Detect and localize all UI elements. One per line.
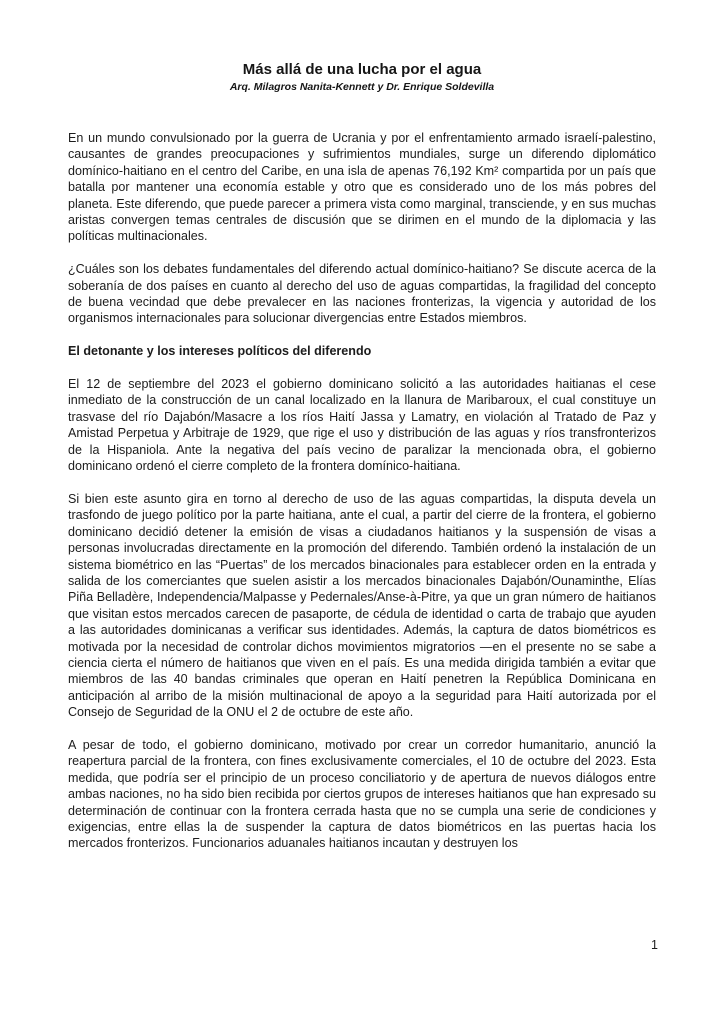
paragraph-section-1: El 12 de septiembre del 2023 el gobierno dominicano solicitó a las autoridades haitianas el cese inmediato de la construcción de un canal localizado en la llanura de Maribaroux, el cual constituye un trasvase del río Dajabón/Masacre a los ríos Haití Jassa y Lamatry, en violación al Tratado de Paz y Amistad Perpetua y Arbitraje de 1929, que rige el uso y distribución de las aguas y ríos transfronterizos de la Hispaniola. Ante la negativa del país vecino de paralizar la mencionada obra, el gobierno dominicano ordenó el cierre completo de la frontera domínico-haitiana. [68,377,656,474]
document-byline: Arq. Milagros Nanita-Kennett y Dr. Enrique Soldevilla [229,81,495,93]
page-number: 1 [651,938,658,952]
document-title: Más allá de una lucha por el agua [242,61,482,78]
document-content [68,60,656,868]
paragraph-intro-2: ¿Cuáles son los debates fundamentales del diferendo actual domínico-haitiano? Se discute acerca de la soberanía de dos países en cuanto al derecho del uso de aguas compartidas, la fragilidad del concepto de buena vecindad que debe prevalecer en las naciones fronterizas, la vigencia y autoridad de los organismos internacionales para solucionar divergencias entre Estados miembros. [68,262,656,326]
paragraph-section-3: A pesar de todo, el gobierno dominicano, motivado por crear un corredor humanitario, anunció la reapertura parcial de la frontera, con fines exclusivamente comerciales, el 10 de octubre del 2023. Esta medida, que podría ser el principio de un proceso conciliatorio y de apertura de nuevos diálogos entre ambas naciones, no ha sido bien recibida por ciertos grupos de intereses haitianos que han expresado su determinación de continuar con la frontera cerrada hasta que no se cumpla una serie de condiciones y exigencias, entre ellas la de suspender la captura de datos biométricos en las puertas hacia los mercados fronterizos. Funcionarios aduanales haitianos incautan y destruyen los [68,737,656,851]
paragraph-intro-1: En un mundo convulsionado por la guerra de Ucrania y por el enfrentamiento armado israelí-palestino, causantes de grandes preocupaciones y sufrimientos mundiales, surge un diferendo diplomático domínico-haitiano en el centro del Caribe, en una isla de apenas 76,192 Km² compartida por un país que batalla por mantener una economía estable y otro que es considerado uno de los más pobres del planeta. Este diferendo, que puede parecer a primera vista como marginal, transciende, y en sus muchas aristas convergen temas centrales de discusión que se dirimen en el mundo de la diplomacia y las políticas multinacionales. [68,131,656,244]
section-heading: El detonante y los intereses políticos del diferendo [68,344,372,359]
paragraph-section-2: Si bien este asunto gira en torno al derecho de uso de las aguas compartidas, la disputa devela un trasfondo de juego político por la parte haitiana, ante el cual, a partir del cierre de la frontera, el gobierno dominicano decidió detener la emisión de visas a ciudadanos haitianos y la suspensión de visas a personas involucradas directamente en la promoción del diferendo. También ordenó la instalación de un sistema biométrico en las “Puertas” de los mercados binacionales para establecer orden en la entrada y salida de los comerciantes que suelen asistir a los mercados binacionales Dajabón/Ounaminthe, Elías Piña Belladère, Independencia/Malpasse y Pedernales/Anse-à-Pitre, ya que un gran número de haitianos que visitan estos mercados carecen de pasaporte, de cédula de identidad o carta de trabajo que ayuden a las autoridades dominicanas a verificar sus identidades. Además, la captura de datos biométricos es motivada por la necesidad de controlar dichos movimientos migratorios —en el presente no se sabe a ciencia cierta el número de haitianos que viven en el país. Es una medida dirigida también a evitar que miembros de las 40 bandas criminales que operan en Haití penetren la República Dominicana en anticipación al arribo de la misión multinacional de apoyo a la seguridad para Haití autorizada por el Consejo de Seguridad de la ONU el 2 de octubre de este año. [68,491,656,720]
